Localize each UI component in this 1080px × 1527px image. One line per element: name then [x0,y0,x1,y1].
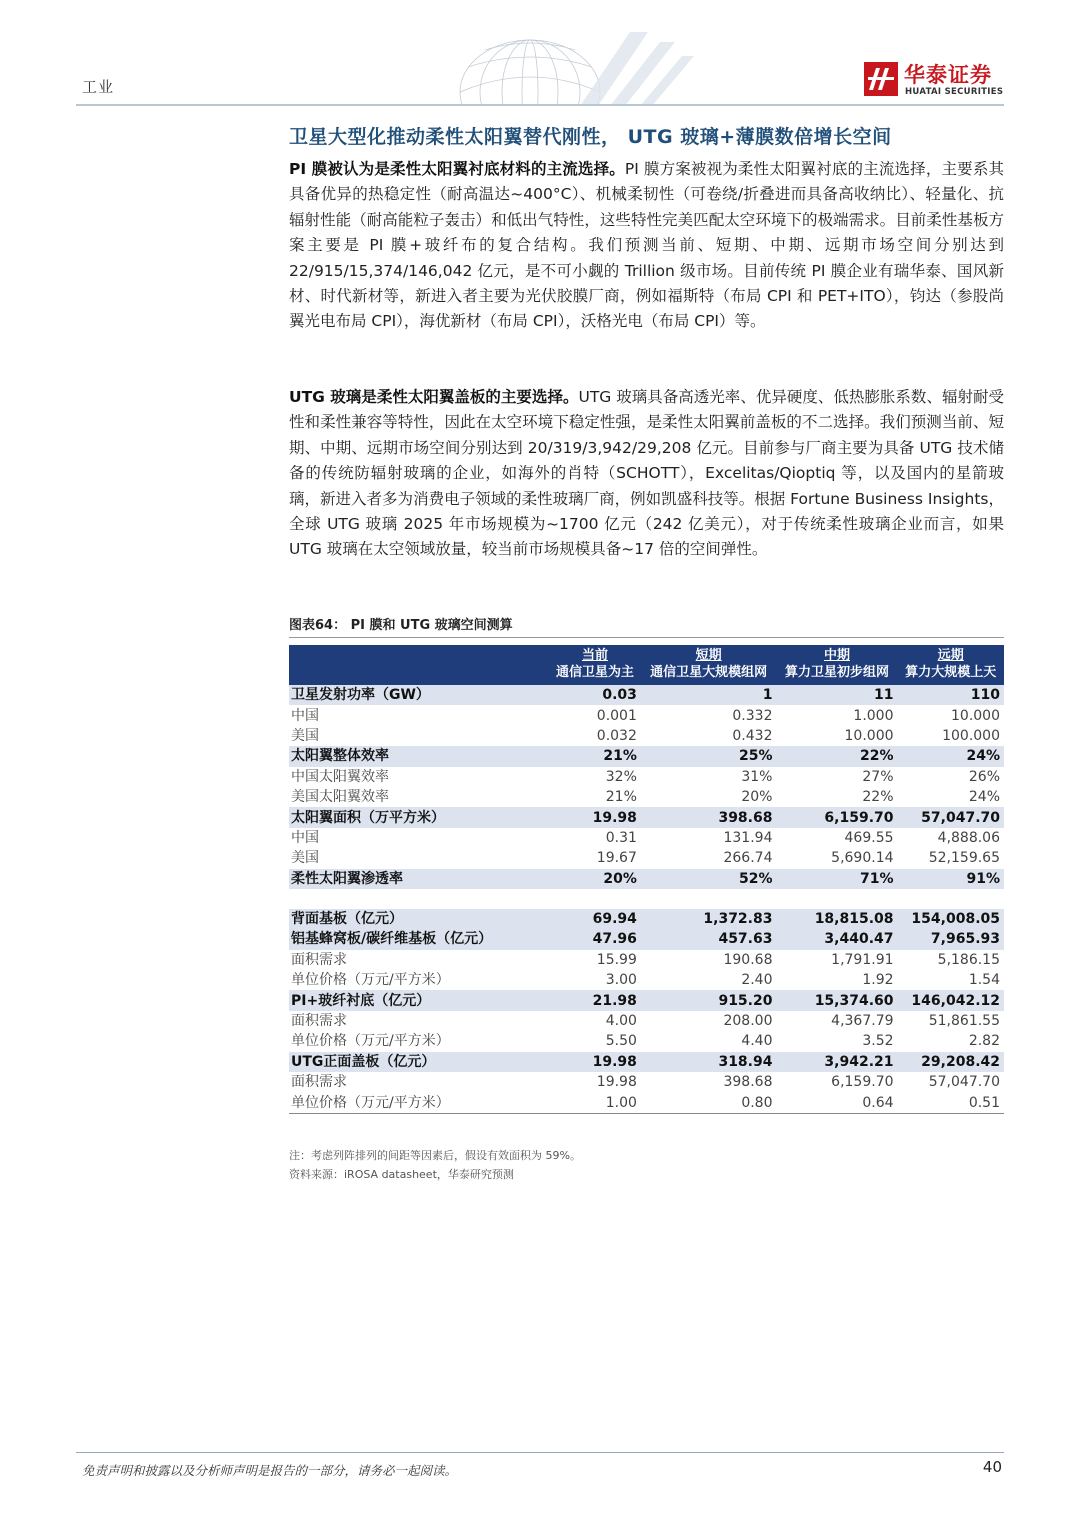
row-value: 208.00 [723,1013,773,1030]
row-label: 美国 [291,850,319,867]
row-value: 0.432 [732,727,773,744]
paragraph-pi-film [289,157,1004,335]
row-value: 52,159.65 [928,850,1000,867]
huatai-logo-icon [864,62,898,96]
row-value: 24% [968,789,1000,806]
table-note: 注：考虑列阵排列的间距等因素后，假设有效面积为 59%。 [289,1149,581,1162]
row-value: 0.332 [732,707,773,724]
footer-divider [76,1452,1004,1453]
table-row [289,746,1004,766]
paragraph-utg-glass-lead: UTG 玻璃是柔性太阳翼盖板的主要选择。 [289,388,579,406]
row-label: 面积需求 [291,1013,347,1030]
row-value: 7,965.93 [898,929,1004,949]
row-label: 面积需求 [291,951,347,968]
row-value: 24% [898,746,1004,766]
row-value: 154,008.05 [898,909,1004,929]
row-value: 318.94 [641,1052,777,1072]
row-value: 25% [641,746,777,766]
row-label: 卫星发射功率（GW） [289,685,549,705]
row-label: 太阳翼整体效率 [289,746,549,766]
table-row [289,767,1004,787]
row-value: 29,208.42 [898,1052,1004,1072]
brand-logo [864,62,1009,100]
section-title: 卫星大型化推动柔性太阳翼替代刚性， UTG 玻璃+薄膜数倍增长空间 [289,126,892,148]
row-value: 0.03 [549,685,641,705]
row-value: 1.000 [853,707,894,724]
table-row [289,1092,1004,1113]
table-header-mid-term: 中期 算力卫星初步组网 [776,645,897,685]
row-value: 1.00 [549,1092,641,1113]
row-value [641,889,777,909]
row-value: 457.63 [641,929,777,949]
row-value: 6,159.70 [831,1074,894,1091]
row-value: 11 [776,685,897,705]
paragraph-utg-glass [289,385,1004,563]
row-value: 22% [776,746,897,766]
row-value: 1,791.91 [831,951,894,968]
row-value: 1.54 [968,972,1000,989]
paragraph-pi-film-lead: PI 膜被认为是柔性太阳翼衬底材料的主流选择。 [289,160,625,178]
row-value: 3,440.47 [776,929,897,949]
row-value: 3.00 [605,972,637,989]
row-value: 22% [862,789,894,806]
row-value: 110 [898,685,1004,705]
row-value: 2.40 [741,972,773,989]
table-row [289,807,1004,827]
row-label: 中国太阳翼效率 [291,768,389,785]
table-row [289,970,1004,990]
row-label: 铝基蜂窝板/碳纤维基板（亿元） [289,929,549,949]
row-value [776,889,897,909]
row-value: 469.55 [844,829,894,846]
table-row [289,787,1004,807]
row-label: 单位价格（万元/平方米） [291,1033,450,1050]
row-value: 57,047.70 [898,807,1004,827]
paragraph-pi-film-body: PI 膜方案被视为柔性太阳翼衬底的主流选择，主要系其具备优异的热稳定性（耐高温达~400°C）、机械柔韧性（可卷绕/折叠进而具备高收纳比）、轻量化、抗辐射性能（耐高能粒子轰击）和低出气特性，这些特性完美匹配太空环境下的极端需求。目前柔性基板方案主要是 PI 膜+玻纤布的复合结构。我们预测当前、短期、中期、远期市场空间分别达到 22/915/15,374/146,042 亿元，是不可小觑的 Trillion 级市场。目前传统 PI 膜企业有瑞华泰、国风新材、时代新材等，新进入者主要为光伏胶膜厂商，例如福斯特（布局 CPI 和 PET+ITO），钧达（参股尚翼光电布局 CPI），海优新材（布局 CPI），沃格光电（布局 CPI）等。 [289,160,1004,331]
row-label: 中国 [291,707,319,724]
row-label: 太阳翼面积（万平方米） [289,807,549,827]
table-row [289,889,1004,909]
row-value: 398.68 [723,1074,773,1091]
row-value: 5,186.15 [937,951,1000,968]
row-value: 20% [549,869,641,889]
globe-graphic [420,22,710,106]
table-row [289,1072,1004,1092]
table-body [289,685,1004,1113]
row-value: 21.98 [549,990,641,1010]
table-row [289,848,1004,868]
row-value: 15.99 [596,951,637,968]
table-row [289,726,1004,746]
row-label: 单位价格（万元/平方米） [289,1092,549,1113]
chart-label: 图表64： PI 膜和 UTG 玻璃空间测算 [289,618,513,633]
row-value: 266.74 [723,850,773,867]
row-value: 0.51 [898,1092,1004,1113]
row-value: 190.68 [723,951,773,968]
row-label [289,889,549,909]
row-value: 2.82 [968,1033,1000,1050]
table-row [289,685,1004,705]
table-row [289,929,1004,949]
row-value: 32% [605,768,637,785]
header-section-label: 工业 [82,78,115,96]
row-value: 100.000 [942,727,1000,744]
chart-label-divider [289,637,1004,638]
row-value: 3.52 [862,1033,894,1050]
header-divider [76,104,1004,106]
row-value: 20% [741,789,773,806]
row-value: 4.40 [741,1033,773,1050]
table-header-short-term: 短期 通信卫星大规模组网 [641,645,777,685]
row-value: 0.032 [596,727,637,744]
row-label: 柔性太阳翼渗透率 [289,869,549,889]
row-value: 1 [641,685,777,705]
row-label: PI+玻纤衬底（亿元） [289,990,549,1010]
row-value: 398.68 [641,807,777,827]
row-value: 0.64 [776,1092,897,1113]
row-value: 131.94 [723,829,773,846]
row-label: 面积需求 [291,1074,347,1091]
market-estimate-table [289,645,1004,1114]
page-number: 40 [982,1458,1002,1476]
table-header-long-term: 远期 算力大规模上天 [898,645,1004,685]
row-label: 美国 [291,727,319,744]
row-value: 19.67 [596,850,637,867]
row-value: 15,374.60 [776,990,897,1010]
table-row [289,1011,1004,1031]
row-value: 4,888.06 [937,829,1000,846]
row-value: 5.50 [605,1033,637,1050]
row-value: 47.96 [549,929,641,949]
row-value: 31% [741,768,773,785]
row-value: 21% [605,789,637,806]
row-value: 91% [898,869,1004,889]
row-value: 6,159.70 [776,807,897,827]
table-header-blank [289,645,549,685]
row-value: 0.80 [641,1092,777,1113]
row-value: 26% [968,768,1000,785]
row-value: 3,942.21 [776,1052,897,1072]
row-value: 0.001 [596,707,637,724]
row-value: 1.92 [862,972,894,989]
row-value [898,889,1004,909]
row-value: 19.98 [549,807,641,827]
table-row [289,1052,1004,1072]
brand-name-en: HUATAI SECURITIES [905,87,1004,97]
row-value: 57,047.70 [928,1074,1000,1091]
row-value: 915.20 [641,990,777,1010]
row-value: 4,367.79 [831,1013,894,1030]
table-row [289,1031,1004,1051]
row-value: 5,690.14 [831,850,894,867]
row-value: 10.000 [951,707,1000,724]
row-value: 18,815.08 [776,909,897,929]
row-value: 19.98 [596,1074,637,1091]
paragraph-utg-glass-body: UTG 玻璃具备高透光率、优异硬度、低热膨胀系数、辐射耐受性和柔性兼容等特性，因此在太空环境下稳定性强，是柔性太阳翼前盖板的不二选择。我们预测当前、短期、中期、远期市场空间分别达到 20/319/3,942/29,208 亿元。目前参与厂商主要为具备 UTG 技术储备的传统防辐射玻璃的企业，如海外的肖特（SCHOTT），Excelitas/Qioptiq 等，以及国内的星箭玻璃，新进入者多为消费电子领域的柔性玻璃厂商，例如凯盛科技等。根据 Fortune Business Insights，全球 UTG 玻璃 2025 年市场规模为~1700 亿元（242 亿美元），对于传统柔性玻璃企业而言，如果 UTG 玻璃在太空领域放量，较当前市场规模具备~17 倍的空间弹性。 [289,388,1004,559]
row-value: 19.98 [549,1052,641,1072]
table-row [289,990,1004,1010]
row-value: 10.000 [844,727,894,744]
row-label: 中国 [291,829,319,846]
row-label: 背面基板（亿元） [289,909,549,929]
row-label: 单位价格（万元/平方米） [291,972,450,989]
table-row [289,909,1004,929]
row-value: 71% [776,869,897,889]
row-label: 美国太阳翼效率 [291,789,389,806]
row-value: 52% [641,869,777,889]
row-label: UTG正面盖板（亿元） [289,1052,549,1072]
row-value: 1,372.83 [641,909,777,929]
row-value [549,889,641,909]
table-header-row [289,645,1004,685]
table-row [289,869,1004,889]
row-value: 27% [862,768,894,785]
row-value: 146,042.12 [898,990,1004,1010]
row-value: 69.94 [549,909,641,929]
table-row [289,828,1004,848]
row-value: 4.00 [605,1013,637,1030]
table-header-current: 当前 通信卫星为主 [549,645,641,685]
row-value: 0.31 [605,829,637,846]
table-row [289,950,1004,970]
row-value: 21% [549,746,641,766]
brand-name-cn: 华泰证券 [904,63,992,87]
footer-disclaimer: 免责声明和披露以及分析师声明是报告的一部分，请务必一起阅读。 [82,1463,458,1478]
row-value: 51,861.55 [928,1013,1000,1030]
table-source: 资料来源：iROSA datasheet，华泰研究预测 [289,1168,514,1181]
table-row [289,705,1004,725]
